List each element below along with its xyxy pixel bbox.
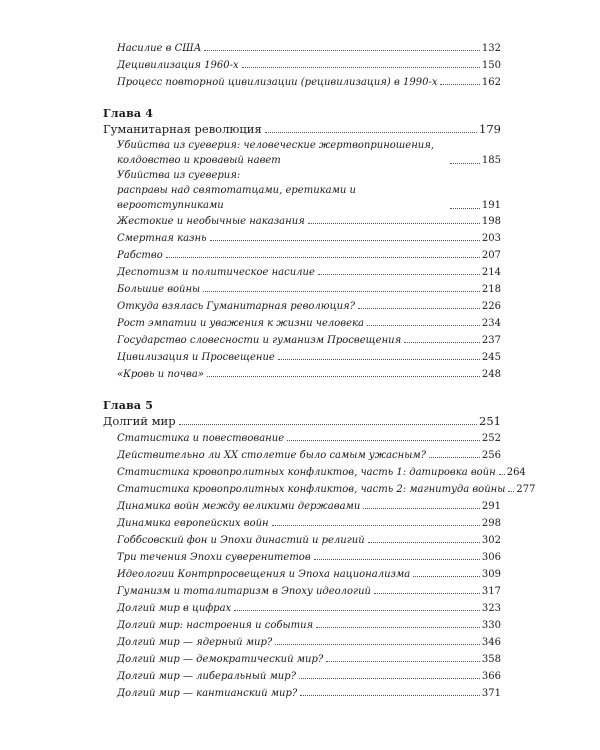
toc-entry xyxy=(103,138,501,168)
entry-title: Рабство xyxy=(117,250,163,261)
entry-title: Откуда взялась Гуманитарная революция? xyxy=(117,301,356,312)
toc-entry xyxy=(103,168,501,213)
chapter-5-heading: Глава 5 xyxy=(103,399,154,412)
entry-title: Долгий мир: настроения и события xyxy=(117,620,314,631)
entry-title: Долгий мир в цифрах xyxy=(117,603,232,614)
toc-entry xyxy=(103,57,501,74)
entry-title: Большие войны xyxy=(117,284,201,295)
entry-title: Статистика кровопролитных конфликтов, часть 1: датировка войн xyxy=(117,467,496,478)
chapter-title: Долгий мир xyxy=(103,414,176,428)
entry-title: Гуманизм и тоталитаризм в Эпоху идеологий xyxy=(117,586,371,597)
entry-page: 218 xyxy=(481,284,501,295)
entry-page: 132 xyxy=(481,43,501,54)
entry-title: Идеологии Контрпросвещения и Эпоха национализма xyxy=(117,569,411,580)
toc-entry xyxy=(103,366,501,383)
entry-page: 179 xyxy=(479,122,501,136)
entry-page: 150 xyxy=(481,60,501,71)
entry-title: Цивилизация и Просвещение xyxy=(117,352,275,363)
entry-title: Долгий мир — кантианский мир? xyxy=(117,688,298,699)
entry-title: «Кровь и почва» xyxy=(117,369,204,380)
toc-entry xyxy=(103,247,501,264)
entry-title: Долгий мир — демократический мир? xyxy=(117,654,324,665)
entry-title: Долгий мир — либеральный мир? xyxy=(117,671,296,682)
entry-page: 191 xyxy=(481,200,501,211)
entry-page: 256 xyxy=(481,450,501,461)
entry-title: Долгий мир — ядерный мир? xyxy=(117,637,273,648)
entry-title: Статистика кровопролитных конфликтов, часть 2: магнитуда войны xyxy=(117,484,506,495)
entry-title: Жестокие и необычные наказания xyxy=(117,216,305,227)
toc-entry xyxy=(103,668,501,685)
toc-entry xyxy=(103,515,501,532)
entry-page: 298 xyxy=(481,518,501,529)
toc-entry xyxy=(103,315,501,332)
entry-title: Динамика европейских войн xyxy=(117,518,269,529)
toc-entry xyxy=(103,40,501,57)
entry-title: Смертная казнь xyxy=(117,233,207,244)
toc-entry xyxy=(103,430,501,447)
top-entries xyxy=(103,40,501,91)
entry-title: Процесс повторной цивилизации (рецивилизация) в 1990-х xyxy=(117,77,438,88)
entry-title: Государство словесности и гуманизм Просвещения xyxy=(117,335,402,346)
toc-entry xyxy=(103,230,501,247)
chapter-title: Гуманитарная революция xyxy=(103,122,262,136)
toc-entry xyxy=(103,447,501,464)
entry-title: Статистика и повествование xyxy=(117,433,285,444)
toc-entry xyxy=(103,481,536,498)
entry-page: 237 xyxy=(481,335,501,346)
entry-page: 323 xyxy=(481,603,501,614)
chapter-4-title-row xyxy=(103,121,501,138)
chapter-5-title-row xyxy=(103,413,501,430)
toc-entry xyxy=(103,264,501,281)
toc-entry xyxy=(103,498,501,515)
entry-page: 358 xyxy=(481,654,501,665)
chapter-4-heading: Глава 4 xyxy=(103,107,154,120)
entry-page: 248 xyxy=(481,369,501,380)
toc-entry xyxy=(103,213,501,230)
entry-page: 306 xyxy=(481,552,501,563)
entry-page: 366 xyxy=(481,671,501,682)
toc-entry xyxy=(103,349,501,366)
entry-page: 371 xyxy=(481,688,501,699)
toc-entry xyxy=(103,566,501,583)
toc-entry xyxy=(103,634,501,651)
toc-entry xyxy=(103,685,501,702)
entry-page: 252 xyxy=(481,433,501,444)
entry-title: Действительно ли XX столетие было самым ужасным? xyxy=(117,450,427,461)
toc-entry xyxy=(103,332,501,349)
entry-page: 207 xyxy=(481,250,501,261)
toc-entry xyxy=(103,74,501,91)
entry-page: 330 xyxy=(481,620,501,631)
entry-title: Три течения Эпохи суверенитетов xyxy=(117,552,311,563)
toc-entry xyxy=(103,600,501,617)
entry-title: Децивилизация 1960-х xyxy=(117,60,239,71)
entry-title: Гоббсовский фон и Эпохи династий и религий xyxy=(117,535,365,546)
entry-page: 346 xyxy=(481,637,501,648)
entry-page: 214 xyxy=(481,267,501,278)
entry-page: 162 xyxy=(481,77,501,88)
entry-page: 309 xyxy=(481,569,501,580)
toc-entry xyxy=(103,464,526,481)
entry-page: 302 xyxy=(481,535,501,546)
entry-title: Насилие в США xyxy=(117,43,202,54)
entry-page: 234 xyxy=(481,318,501,329)
entry-title: Динамика войн между великими державами xyxy=(117,501,361,512)
table-of-contents xyxy=(103,40,536,702)
entry-page: 251 xyxy=(479,414,501,428)
entry-page: 203 xyxy=(481,233,501,244)
entry-page: 277 xyxy=(516,484,536,495)
entry-title: Рост эмпатии и уважения к жизни человека xyxy=(117,318,364,329)
entry-title: Деспотизм и политическое насилие xyxy=(117,267,315,278)
toc-entry xyxy=(103,532,501,549)
entry-page: 291 xyxy=(481,501,501,512)
toc-entry xyxy=(103,298,501,315)
entry-title: Убийства из суеверия: расправы над святотатцами, еретиками и вероотступниками xyxy=(117,170,356,211)
toc-entry xyxy=(103,281,501,298)
entry-page: 264 xyxy=(506,467,526,478)
toc-entry xyxy=(103,651,501,668)
toc-entry xyxy=(103,583,501,600)
entry-page: 245 xyxy=(481,352,501,363)
entry-page: 226 xyxy=(481,301,501,312)
entry-page: 185 xyxy=(481,155,501,166)
entry-page: 317 xyxy=(481,586,501,597)
toc-entry xyxy=(103,617,501,634)
entry-title: Убийства из суеверия: человеческие жертвоприношения, колдовство и кровавый навет xyxy=(117,140,435,166)
toc-entry xyxy=(103,549,501,566)
entry-page: 198 xyxy=(481,216,501,227)
